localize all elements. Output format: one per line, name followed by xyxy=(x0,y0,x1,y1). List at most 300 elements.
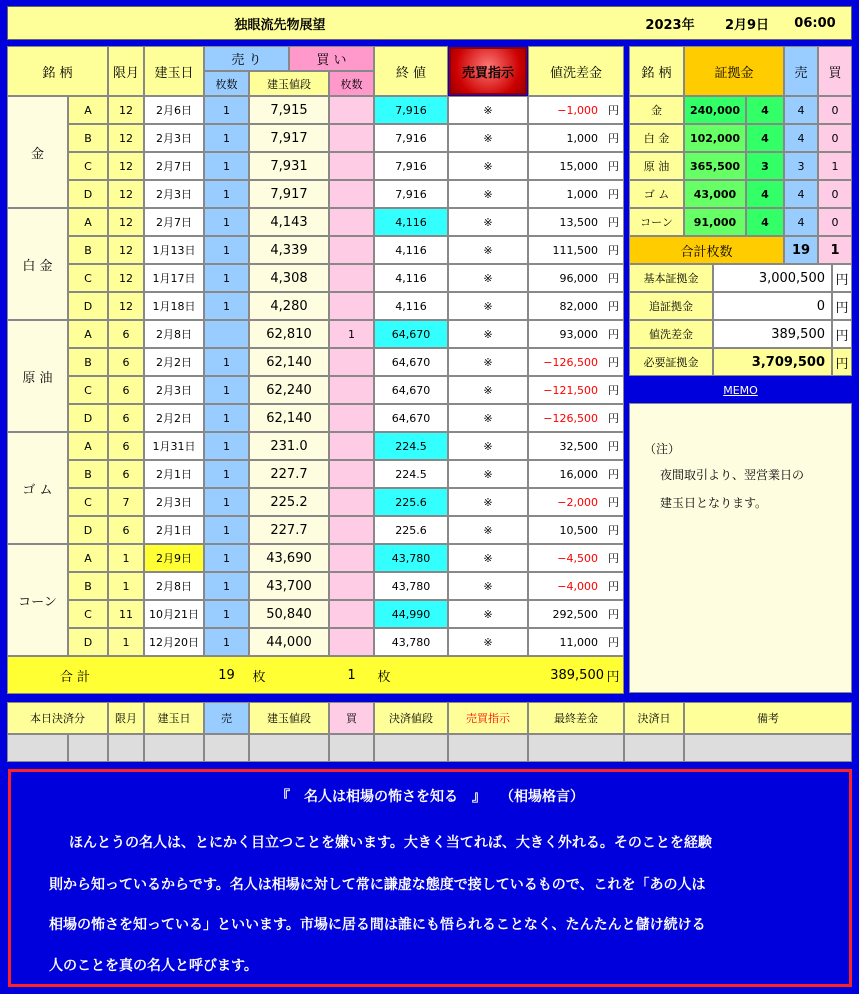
row-buy-count xyxy=(329,236,374,264)
row-sell-count: 1 xyxy=(204,488,249,516)
col-signal: 売買指示 xyxy=(449,47,527,95)
row-diff: 11,000 xyxy=(528,628,604,656)
row-sell-count: 1 xyxy=(204,180,249,208)
side-margin-amount: 102,000 xyxy=(684,124,746,152)
col-sakin: 値洗差金 xyxy=(528,46,624,96)
settle-col-4: 売 xyxy=(204,702,249,734)
row-diff: 82,000 xyxy=(528,292,604,320)
side-buy: 1 xyxy=(818,152,852,180)
row-diff-yen: 円 xyxy=(604,124,624,152)
row-sell-count: 1 xyxy=(204,460,249,488)
settle-empty-cell xyxy=(249,734,329,762)
col-uri: 売 り xyxy=(204,46,289,71)
row-diff-yen: 円 xyxy=(604,404,624,432)
row-gengetsu: 12 xyxy=(108,264,144,292)
settle-empty-cell xyxy=(528,734,624,762)
row-diff-yen: 円 xyxy=(604,96,624,124)
quote-line-3: 相場の怖さを知っている」といいます。市場に居る間は誰にも悟られることなく、たんたんと儲け続ける xyxy=(49,917,706,933)
row-close: 224.5 xyxy=(374,432,448,460)
row-close: 4,116 xyxy=(374,292,448,320)
settle-empty-cell xyxy=(329,734,374,762)
row-diff-yen: 円 xyxy=(604,292,624,320)
row-key: A xyxy=(68,208,108,236)
settle-col-8: 売買指示 xyxy=(448,702,528,734)
commodity-name: 白 金 xyxy=(7,208,68,320)
row-gengetsu: 6 xyxy=(108,348,144,376)
row-diff-yen: 円 xyxy=(604,628,624,656)
row-price: 50,840 xyxy=(249,600,329,628)
settle-empty-cell xyxy=(7,734,68,762)
row-sell-count: 1 xyxy=(204,404,249,432)
row-gengetsu: 1 xyxy=(108,544,144,572)
row-tategyokubi: 2月3日 xyxy=(144,488,204,516)
quote-line-2: 則から知っているからです。名人は相場に対して常に謙虚な態度で接しているもので、これを「あの人は xyxy=(49,877,706,893)
row-signal: ※ xyxy=(448,348,528,376)
row-close: 225.6 xyxy=(374,488,448,516)
memo-panel xyxy=(629,403,852,693)
row-signal: ※ xyxy=(448,208,528,236)
row-price: 4,143 xyxy=(249,208,329,236)
hitsuyo-yen: 円 xyxy=(832,348,852,376)
row-gengetsu: 12 xyxy=(108,208,144,236)
row-buy-count xyxy=(329,96,374,124)
row-tategyokubi: 2月8日 xyxy=(144,320,204,348)
row-signal: ※ xyxy=(448,96,528,124)
total-buy-unit: 枚 xyxy=(377,669,391,685)
settle-col-7: 決済値段 xyxy=(374,702,448,734)
side-sell: 4 xyxy=(784,124,818,152)
row-close: 4,116 xyxy=(374,208,448,236)
row-buy-count xyxy=(329,348,374,376)
row-tategyokubi: 2月7日 xyxy=(144,152,204,180)
side-buy: 0 xyxy=(818,124,852,152)
side-lots: 4 xyxy=(746,124,784,152)
col-gengetsu: 限月 xyxy=(108,46,144,96)
row-price: 231.0 xyxy=(249,432,329,460)
settle-col-6: 買 xyxy=(329,702,374,734)
row-tategyokubi: 2月3日 xyxy=(144,124,204,152)
settle-empty-cell xyxy=(144,734,204,762)
header-time: 06:00 xyxy=(794,15,836,31)
side-buy: 0 xyxy=(818,208,852,236)
side-buy: 0 xyxy=(818,180,852,208)
row-sell-count: 1 xyxy=(204,516,249,544)
row-close: 64,670 xyxy=(374,376,448,404)
row-diff-yen: 円 xyxy=(604,264,624,292)
row-gengetsu: 1 xyxy=(108,628,144,656)
side-lots: 4 xyxy=(746,96,784,124)
row-diff: −2,000 xyxy=(528,488,604,516)
settle-empty-cell xyxy=(204,734,249,762)
total-diff: 389,500 xyxy=(550,667,604,683)
tsuika-value: 0 xyxy=(713,292,832,320)
side-sell: 4 xyxy=(784,96,818,124)
row-sell-count: 1 xyxy=(204,432,249,460)
hitsuyo-label: 必要証拠金 xyxy=(629,348,713,376)
row-buy-count xyxy=(329,460,374,488)
row-key: B xyxy=(68,348,108,376)
row-sell-count: 1 xyxy=(204,264,249,292)
row-diff-yen: 円 xyxy=(604,180,624,208)
side-col-uri: 売 xyxy=(784,46,818,96)
row-signal: ※ xyxy=(448,404,528,432)
row-signal: ※ xyxy=(448,628,528,656)
side-buy: 0 xyxy=(818,96,852,124)
row-price: 4,308 xyxy=(249,264,329,292)
side-margin-amount: 240,000 xyxy=(684,96,746,124)
row-gengetsu: 6 xyxy=(108,320,144,348)
row-diff-yen: 円 xyxy=(604,348,624,376)
row-price: 7,931 xyxy=(249,152,329,180)
row-key: B xyxy=(68,460,108,488)
side-col-shokokin: 証拠金 xyxy=(684,46,784,96)
commodity-name: 原 油 xyxy=(7,320,68,432)
row-tategyokubi: 1月13日 xyxy=(144,236,204,264)
row-key: A xyxy=(68,320,108,348)
header-date: 2月9日 xyxy=(724,17,770,33)
row-close: 4,116 xyxy=(374,236,448,264)
row-price: 225.2 xyxy=(249,488,329,516)
row-diff-yen: 円 xyxy=(604,236,624,264)
col-tategyokubi: 建玉日 xyxy=(144,46,204,96)
settle-empty-cell xyxy=(68,734,108,762)
total-buy-count: 1 xyxy=(347,667,356,683)
row-diff: 16,000 xyxy=(528,460,604,488)
row-tategyokubi: 2月3日 xyxy=(144,376,204,404)
memo-line-1: （注） xyxy=(644,442,681,456)
row-tategyokubi: 2月6日 xyxy=(144,96,204,124)
row-key: C xyxy=(68,600,108,628)
tsuika-label: 追証拠金 xyxy=(629,292,713,320)
row-tategyokubi: 2月1日 xyxy=(144,460,204,488)
row-diff-yen: 円 xyxy=(604,432,624,460)
row-close: 7,916 xyxy=(374,96,448,124)
side-margin-amount: 365,500 xyxy=(684,152,746,180)
row-buy-count xyxy=(329,572,374,600)
row-gengetsu: 6 xyxy=(108,376,144,404)
side-lots: 4 xyxy=(746,208,784,236)
side-total-sell: 19 xyxy=(784,236,818,264)
row-close: 64,670 xyxy=(374,320,448,348)
row-diff-yen: 円 xyxy=(604,208,624,236)
row-gengetsu: 6 xyxy=(108,432,144,460)
row-key: C xyxy=(68,376,108,404)
row-tategyokubi: 2月7日 xyxy=(144,208,204,236)
row-tategyokubi: 2月2日 xyxy=(144,348,204,376)
settle-col-10: 決済日 xyxy=(624,702,684,734)
row-gengetsu: 12 xyxy=(108,292,144,320)
settle-empty-cell xyxy=(624,734,684,762)
row-signal: ※ xyxy=(448,600,528,628)
row-tategyokubi: 2月3日 xyxy=(144,180,204,208)
araisa-label: 値洗差金 xyxy=(629,320,713,348)
settle-empty-cell xyxy=(108,734,144,762)
col-kai: 買 い xyxy=(289,46,374,71)
row-price: 4,339 xyxy=(249,236,329,264)
row-sell-count: 1 xyxy=(204,348,249,376)
side-sell: 4 xyxy=(784,180,818,208)
side-col-kai: 買 xyxy=(818,46,852,96)
row-sell-count: 1 xyxy=(204,572,249,600)
row-diff-yen: 円 xyxy=(604,320,624,348)
row-tategyokubi: 2月8日 xyxy=(144,572,204,600)
row-diff-yen: 円 xyxy=(604,376,624,404)
row-key: C xyxy=(68,488,108,516)
row-diff-yen: 円 xyxy=(604,600,624,628)
row-key: D xyxy=(68,628,108,656)
row-buy-count: 1 xyxy=(329,320,374,348)
row-close: 64,670 xyxy=(374,404,448,432)
row-signal: ※ xyxy=(448,488,528,516)
row-sell-count: 1 xyxy=(204,292,249,320)
row-gengetsu: 12 xyxy=(108,124,144,152)
row-buy-count xyxy=(329,488,374,516)
row-key: C xyxy=(68,264,108,292)
row-price: 62,810 xyxy=(249,320,329,348)
row-diff-yen: 円 xyxy=(604,544,624,572)
row-key: B xyxy=(68,124,108,152)
total-sell-unit: 枚 xyxy=(252,669,266,685)
side-commodity: コーン xyxy=(629,208,684,236)
memo-line-3: 建玉日となります。 xyxy=(660,496,768,510)
row-key: D xyxy=(68,292,108,320)
col-sell-maisu: 枚数 xyxy=(204,71,249,96)
side-total-buy: 1 xyxy=(818,236,852,264)
row-diff-yen: 円 xyxy=(604,460,624,488)
side-margin-amount: 91,000 xyxy=(684,208,746,236)
col-meigara: 銘 柄 xyxy=(7,46,108,96)
side-lots: 3 xyxy=(746,152,784,180)
row-gengetsu: 12 xyxy=(108,236,144,264)
row-buy-count xyxy=(329,152,374,180)
row-price: 7,917 xyxy=(249,180,329,208)
row-buy-count xyxy=(329,516,374,544)
row-key: C xyxy=(68,152,108,180)
row-price: 43,690 xyxy=(249,544,329,572)
row-key: D xyxy=(68,180,108,208)
row-signal: ※ xyxy=(448,124,528,152)
total-sell-count: 19 xyxy=(218,667,235,683)
settle-empty-cell xyxy=(374,734,448,762)
row-gengetsu: 1 xyxy=(108,572,144,600)
row-tategyokubi: 2月2日 xyxy=(144,404,204,432)
row-signal: ※ xyxy=(448,572,528,600)
row-close: 43,780 xyxy=(374,572,448,600)
row-tategyokubi: 1月17日 xyxy=(144,264,204,292)
row-diff: 1,000 xyxy=(528,180,604,208)
row-tategyokubi: 12月20日 xyxy=(144,628,204,656)
memo-link[interactable]: MEMO xyxy=(629,380,852,400)
page-title: 独眼流先物展望 xyxy=(234,17,326,33)
row-signal: ※ xyxy=(448,432,528,460)
quote-line-1: ほんとうの名人は、とにかく目立つことを嫌います。大きく当てれば、大きく外れる。そのことを経験 xyxy=(69,835,712,851)
row-tategyokubi: 2月1日 xyxy=(144,516,204,544)
row-tategyokubi: 1月31日 xyxy=(144,432,204,460)
row-price: 62,140 xyxy=(249,404,329,432)
row-diff: 13,500 xyxy=(528,208,604,236)
row-buy-count xyxy=(329,376,374,404)
commodity-name: コーン xyxy=(7,544,68,656)
row-price: 227.7 xyxy=(249,516,329,544)
row-sell-count: 1 xyxy=(204,152,249,180)
row-buy-count xyxy=(329,432,374,460)
commodity-name: ゴ ム xyxy=(7,432,68,544)
row-close: 7,916 xyxy=(374,124,448,152)
row-signal: ※ xyxy=(448,264,528,292)
row-buy-count xyxy=(329,208,374,236)
row-close: 43,780 xyxy=(374,628,448,656)
quote-title: 『 名人は相場の怖さを知る 』 （相場格言） xyxy=(276,789,584,805)
row-key: B xyxy=(68,572,108,600)
row-key: D xyxy=(68,404,108,432)
settle-col-9: 最終差金 xyxy=(528,702,624,734)
row-buy-count xyxy=(329,292,374,320)
row-buy-count xyxy=(329,180,374,208)
row-price: 7,915 xyxy=(249,96,329,124)
settle-empty-cell xyxy=(684,734,852,762)
row-key: D xyxy=(68,516,108,544)
side-total-label: 合計枚数 xyxy=(629,236,784,264)
row-sell-count: 1 xyxy=(204,544,249,572)
row-diff-yen: 円 xyxy=(604,488,624,516)
row-diff: 93,000 xyxy=(528,320,604,348)
row-diff: −4,500 xyxy=(528,544,604,572)
total-label: 合 計 xyxy=(59,669,91,685)
row-signal: ※ xyxy=(448,180,528,208)
settle-col-11: 備考 xyxy=(684,702,852,734)
row-buy-count xyxy=(329,628,374,656)
row-price: 227.7 xyxy=(249,460,329,488)
row-diff: −121,500 xyxy=(528,376,604,404)
col-owarine: 終 値 xyxy=(374,46,448,96)
row-sell-count: 1 xyxy=(204,236,249,264)
settle-col-0: 本日決済分 xyxy=(7,702,108,734)
row-price: 44,000 xyxy=(249,628,329,656)
row-gengetsu: 11 xyxy=(108,600,144,628)
row-price: 62,140 xyxy=(249,348,329,376)
row-price: 43,700 xyxy=(249,572,329,600)
side-commodity: 金 xyxy=(629,96,684,124)
araisa-value: 389,500 xyxy=(713,320,832,348)
row-buy-count xyxy=(329,264,374,292)
row-sell-count: 1 xyxy=(204,96,249,124)
settle-col-3: 建玉日 xyxy=(144,702,204,734)
row-diff: 292,500 xyxy=(528,600,604,628)
row-key: A xyxy=(68,432,108,460)
row-signal: ※ xyxy=(448,376,528,404)
row-close: 43,780 xyxy=(374,544,448,572)
settle-col-5: 建玉値段 xyxy=(249,702,329,734)
row-gengetsu: 6 xyxy=(108,404,144,432)
quote-panel xyxy=(8,769,852,987)
kihon-value: 3,000,500 xyxy=(713,264,832,292)
row-price: 4,280 xyxy=(249,292,329,320)
side-commodity: 原 油 xyxy=(629,152,684,180)
row-gengetsu: 7 xyxy=(108,488,144,516)
quote-line-4: 人のことを真の名人と呼びます。 xyxy=(49,958,258,974)
row-gengetsu: 12 xyxy=(108,152,144,180)
row-signal: ※ xyxy=(448,544,528,572)
settle-col-2: 限月 xyxy=(108,702,144,734)
row-close: 224.5 xyxy=(374,460,448,488)
total-diff-yen: 円 xyxy=(606,669,620,685)
row-sell-count: 1 xyxy=(204,628,249,656)
kihon-label: 基本証拠金 xyxy=(629,264,713,292)
row-key: A xyxy=(68,96,108,124)
row-diff: −1,000 xyxy=(528,96,604,124)
kihon-yen: 円 xyxy=(832,264,852,292)
row-diff: −126,500 xyxy=(528,348,604,376)
col-buy-maisu: 枚数 xyxy=(329,71,374,96)
row-close: 44,990 xyxy=(374,600,448,628)
row-close: 225.6 xyxy=(374,516,448,544)
row-diff-yen: 円 xyxy=(604,572,624,600)
row-diff: 111,500 xyxy=(528,236,604,264)
row-close: 7,916 xyxy=(374,180,448,208)
row-diff: 15,000 xyxy=(528,152,604,180)
row-signal: ※ xyxy=(448,516,528,544)
row-close: 4,116 xyxy=(374,264,448,292)
row-diff: −4,000 xyxy=(528,572,604,600)
side-lots: 4 xyxy=(746,180,784,208)
row-price: 62,240 xyxy=(249,376,329,404)
row-gengetsu: 6 xyxy=(108,460,144,488)
row-buy-count xyxy=(329,544,374,572)
side-margin-amount: 43,000 xyxy=(684,180,746,208)
row-diff: 10,500 xyxy=(528,516,604,544)
row-signal: ※ xyxy=(448,236,528,264)
araisa-yen: 円 xyxy=(832,320,852,348)
row-buy-count xyxy=(329,124,374,152)
row-signal: ※ xyxy=(448,320,528,348)
row-diff: 1,000 xyxy=(528,124,604,152)
commodity-name: 金 xyxy=(7,96,68,208)
row-diff: 32,500 xyxy=(528,432,604,460)
side-commodity: 白 金 xyxy=(629,124,684,152)
row-close: 64,670 xyxy=(374,348,448,376)
row-sell-count xyxy=(204,320,249,348)
row-key: A xyxy=(68,544,108,572)
row-close: 7,916 xyxy=(374,152,448,180)
row-key: B xyxy=(68,236,108,264)
row-gengetsu: 12 xyxy=(108,96,144,124)
row-buy-count xyxy=(329,600,374,628)
row-signal: ※ xyxy=(448,460,528,488)
row-gengetsu: 6 xyxy=(108,516,144,544)
row-sell-count: 1 xyxy=(204,376,249,404)
row-tategyokubi: 1月18日 xyxy=(144,292,204,320)
row-sell-count: 1 xyxy=(204,124,249,152)
side-commodity: ゴ ム xyxy=(629,180,684,208)
side-sell: 3 xyxy=(784,152,818,180)
row-diff: 96,000 xyxy=(528,264,604,292)
row-diff-yen: 円 xyxy=(604,516,624,544)
tsuika-yen: 円 xyxy=(832,292,852,320)
memo-line-2: 夜間取引より、翌営業日の xyxy=(660,468,805,482)
row-signal: ※ xyxy=(448,292,528,320)
row-gengetsu: 12 xyxy=(108,180,144,208)
row-sell-count: 1 xyxy=(204,208,249,236)
row-diff: −126,500 xyxy=(528,404,604,432)
row-tategyokubi: 2月9日 xyxy=(144,544,204,572)
hitsuyo-value: 3,709,500 xyxy=(713,348,832,376)
row-buy-count xyxy=(329,404,374,432)
row-tategyokubi: 10月21日 xyxy=(144,600,204,628)
row-price: 7,917 xyxy=(249,124,329,152)
row-diff-yen: 円 xyxy=(604,152,624,180)
side-sell: 4 xyxy=(784,208,818,236)
row-sell-count: 1 xyxy=(204,600,249,628)
